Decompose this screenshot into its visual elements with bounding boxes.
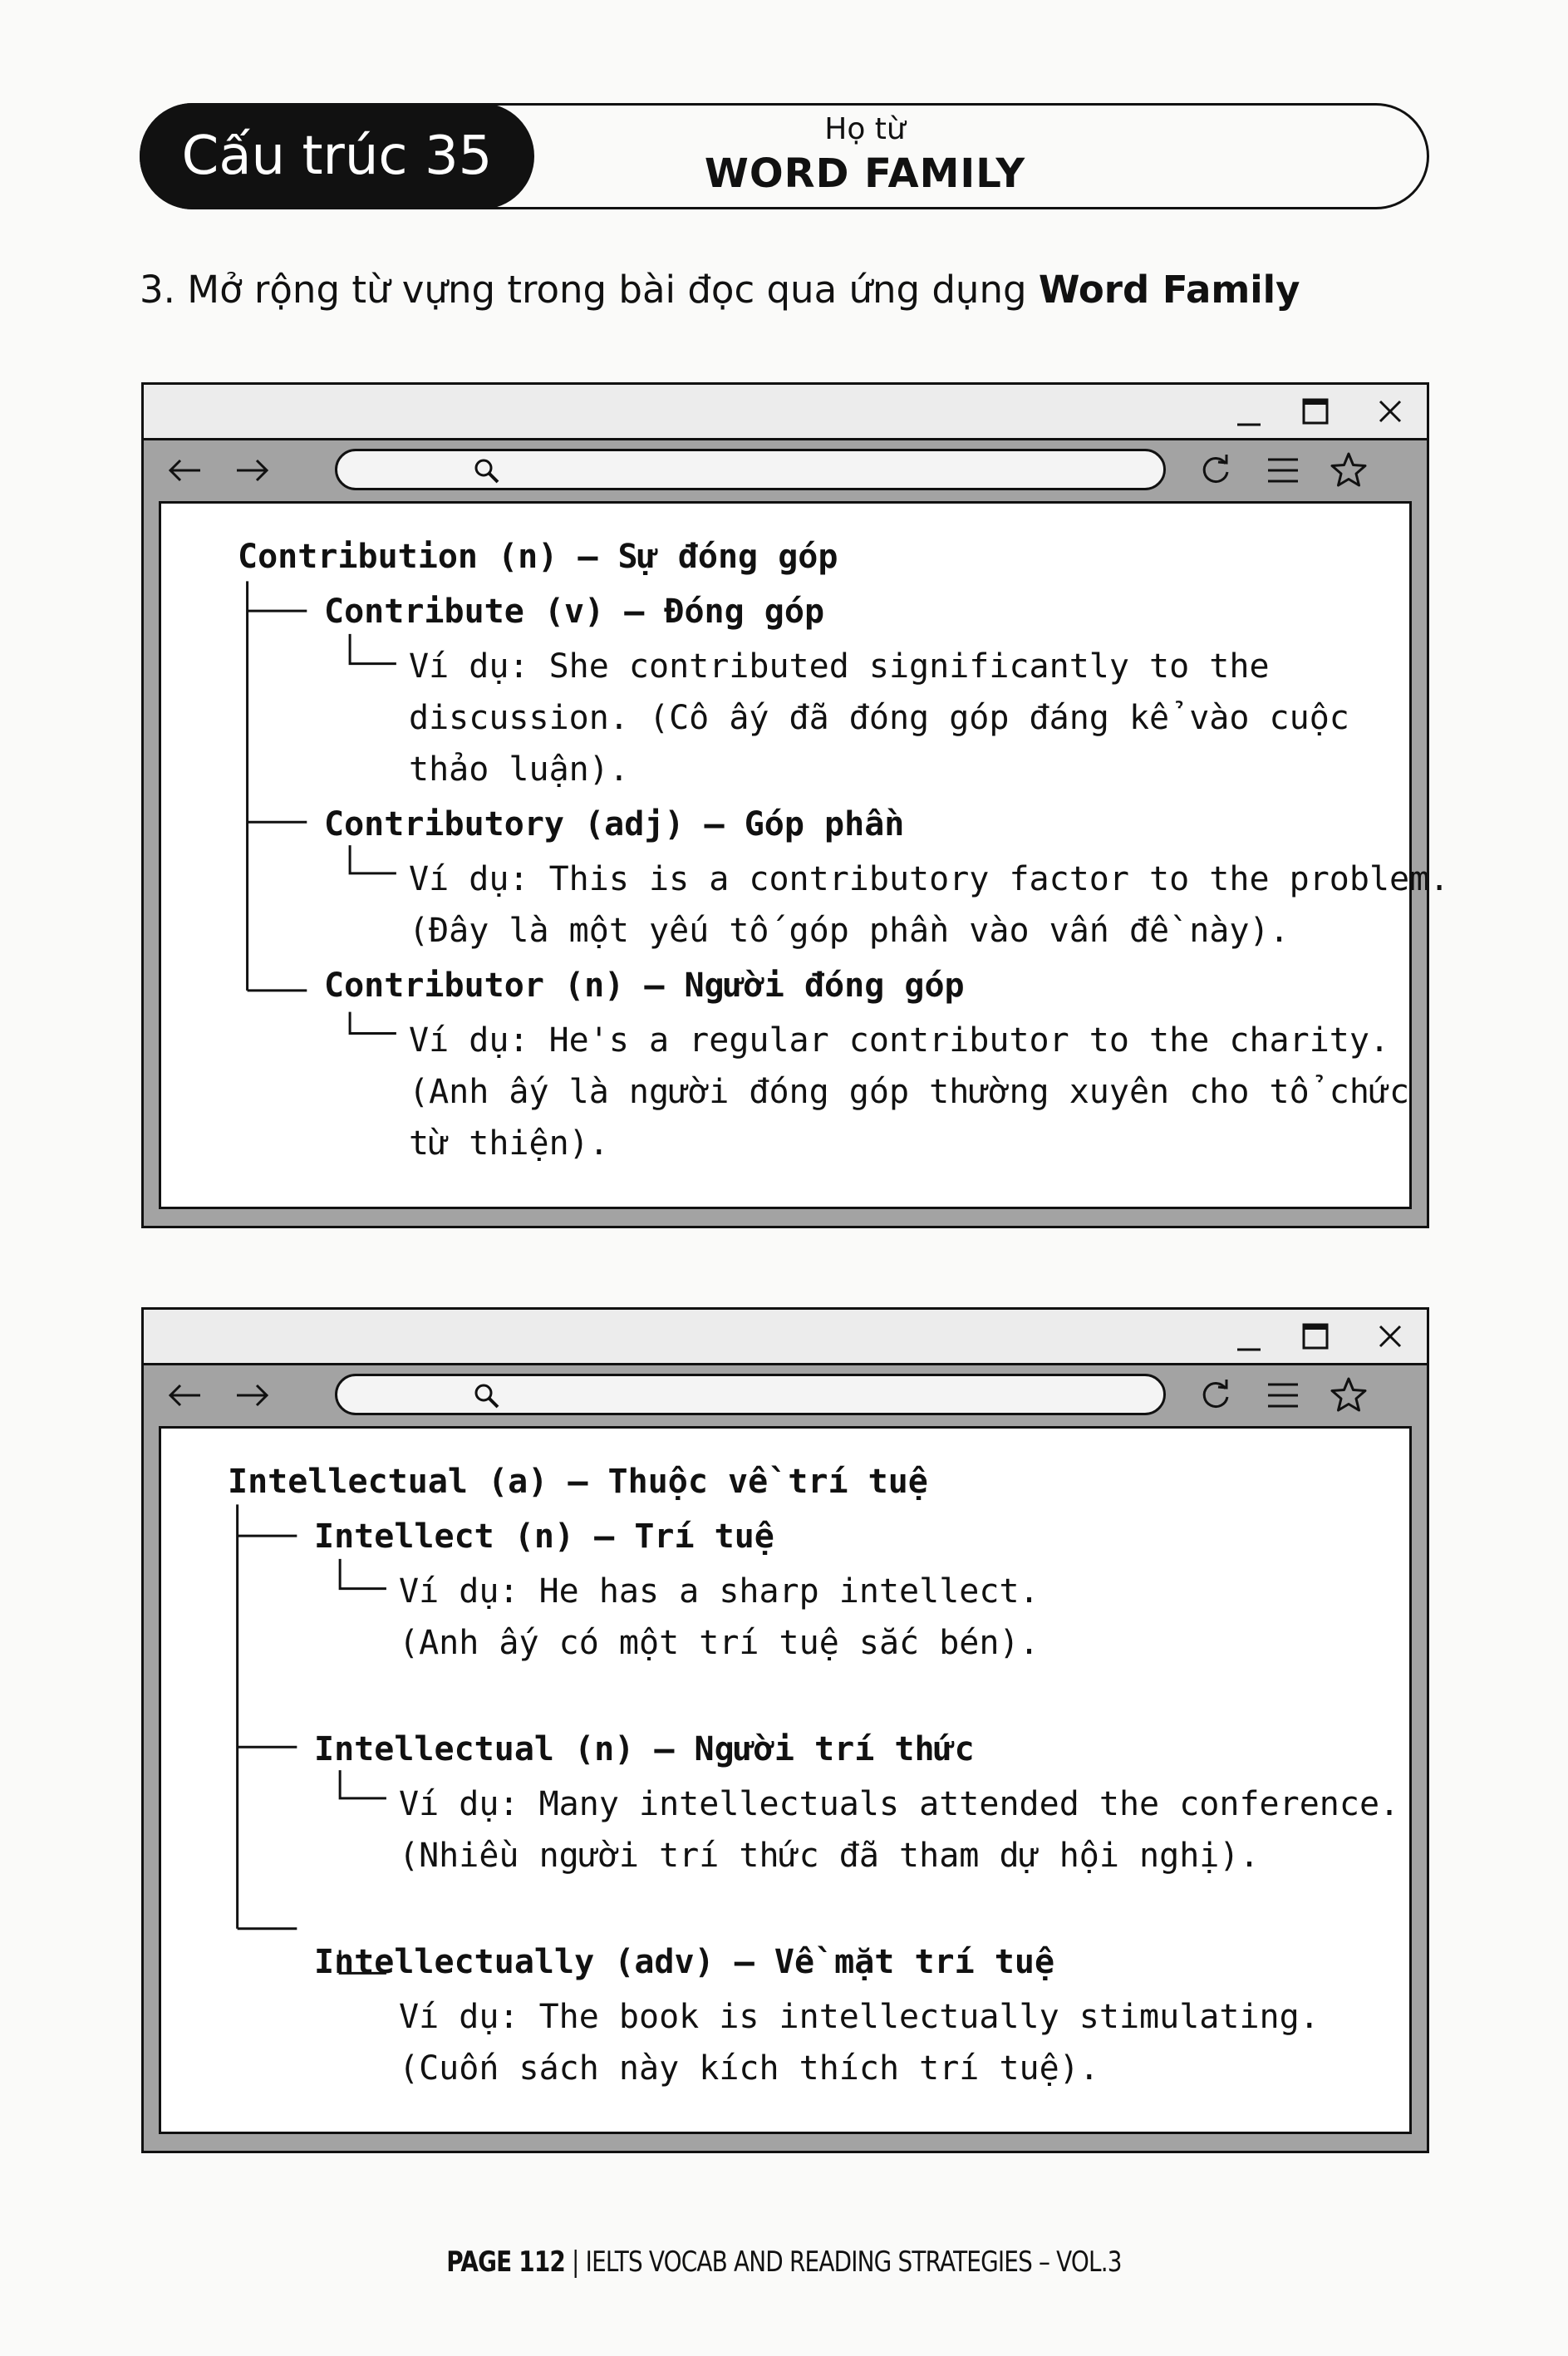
minimize-icon xyxy=(1232,395,1266,428)
browser-toolbar xyxy=(144,1365,1427,1424)
close-button[interactable] xyxy=(1365,385,1415,438)
reload-icon xyxy=(1196,1375,1236,1415)
browser-toolbar xyxy=(144,440,1427,499)
header-subtitle: Họ từ xyxy=(824,112,906,146)
title-bar xyxy=(144,1310,1427,1365)
example-line: Ví dụ: He has a sharp intellect. xyxy=(399,1572,1040,1611)
search-icon xyxy=(470,455,504,488)
reload-button[interactable] xyxy=(1192,447,1239,494)
title-bar xyxy=(144,385,1427,440)
family-word: Intellect (n) – Trí tuệ xyxy=(314,1517,774,1556)
page-header xyxy=(140,103,1429,209)
family-word: Intellectually (adv) – Về mặt trí tuệ xyxy=(314,1943,1055,1981)
browser-window-intellectual xyxy=(141,1307,1429,2153)
forward-button[interactable] xyxy=(229,447,275,494)
star-icon xyxy=(1329,450,1369,490)
example-line: thảo luận). xyxy=(409,750,629,789)
back-button[interactable] xyxy=(162,447,209,494)
close-icon xyxy=(1374,1320,1407,1353)
forward-arrow-icon xyxy=(232,450,272,490)
close-icon xyxy=(1374,395,1407,428)
back-arrow-icon xyxy=(165,1375,205,1415)
maximize-icon xyxy=(1299,395,1332,428)
maximize-button[interactable] xyxy=(1290,1310,1340,1363)
family-word: Contributory (adj) – Góp phần xyxy=(324,805,905,844)
family-word: Intellectual (n) – Người trí thức xyxy=(314,1730,975,1768)
bookmark-button[interactable] xyxy=(1325,1372,1372,1419)
menu-icon xyxy=(1263,450,1303,490)
reload-icon xyxy=(1196,450,1236,490)
page-content xyxy=(159,1426,1412,2134)
menu-button[interactable] xyxy=(1260,447,1306,494)
example-line: (Anh ấy có một trí tuệ sắc bén). xyxy=(399,1624,1040,1662)
example-line: Ví dụ: He's a regular contributor to the charity. xyxy=(409,1021,1390,1060)
section-heading-text: 3. Mở rộng từ vựng trong bài đọc qua ứng dụng xyxy=(140,268,1039,312)
back-button[interactable] xyxy=(162,1372,209,1419)
search-icon xyxy=(470,1380,504,1413)
book-title: IELTS VOCAB AND READING STRATEGIES – VOL.3 xyxy=(585,2245,1122,2279)
minimize-button[interactable] xyxy=(1224,385,1274,438)
menu-icon xyxy=(1263,1375,1303,1415)
example-line: Ví dụ: Many intellectuals attended the conference. xyxy=(399,1785,1400,1823)
section-heading xyxy=(140,268,1300,312)
example-line: (Đây là một yếu tố góp phần vào vấn đề này). xyxy=(409,912,1290,950)
forward-arrow-icon xyxy=(232,1375,272,1415)
family-word: Contributor (n) – Người đóng góp xyxy=(324,967,965,1005)
forward-button[interactable] xyxy=(229,1372,275,1419)
maximize-button[interactable] xyxy=(1290,385,1340,438)
family-word: Contribute (v) – Đóng góp xyxy=(324,593,825,631)
maximize-icon xyxy=(1299,1320,1332,1353)
example-line: Ví dụ: The book is intellectually stimulating. xyxy=(399,1998,1320,2036)
page-content xyxy=(159,501,1450,1209)
page-footer xyxy=(141,2245,1427,2279)
root-word: Contribution (n) – Sự đóng góp xyxy=(238,538,838,576)
reload-button[interactable] xyxy=(1192,1372,1239,1419)
example-line: Ví dụ: She contributed significantly to the xyxy=(409,647,1270,686)
browser-window-contribution xyxy=(141,382,1450,1228)
menu-button[interactable] xyxy=(1260,1372,1306,1419)
example-line: từ thiện). xyxy=(409,1124,609,1163)
example-line: (Nhiều người trí thức đã tham dự hội nghị). xyxy=(399,1837,1260,1875)
star-icon xyxy=(1329,1375,1369,1415)
example-line: (Anh ấy là người đóng góp thường xuyên cho tổ chức xyxy=(409,1073,1410,1111)
example-line: discussion. (Cô ấy đã đóng góp đáng kể vào cuộc xyxy=(409,699,1349,737)
close-button[interactable] xyxy=(1365,1310,1415,1363)
bookmark-button[interactable] xyxy=(1325,447,1372,494)
page-number: PAGE 112 xyxy=(446,2245,565,2279)
back-arrow-icon xyxy=(165,450,205,490)
footer-separator: | xyxy=(564,2245,586,2279)
minimize-icon xyxy=(1232,1320,1266,1353)
structure-label: Cấu trúc 35 xyxy=(140,103,534,209)
example-line: Ví dụ: This is a contributory factor to the problem. xyxy=(409,860,1450,898)
header-title: WORD FAMILY xyxy=(704,150,1026,197)
root-word: Intellectual (a) – Thuộc về trí tuệ xyxy=(228,1463,928,1501)
minimize-button[interactable] xyxy=(1224,1310,1274,1363)
example-line: (Cuốn sách này kích thích trí tuệ). xyxy=(399,2049,1099,2088)
section-heading-bold: Word Family xyxy=(1038,268,1300,312)
address-bar[interactable] xyxy=(335,1374,1166,1415)
address-bar[interactable] xyxy=(335,449,1166,490)
